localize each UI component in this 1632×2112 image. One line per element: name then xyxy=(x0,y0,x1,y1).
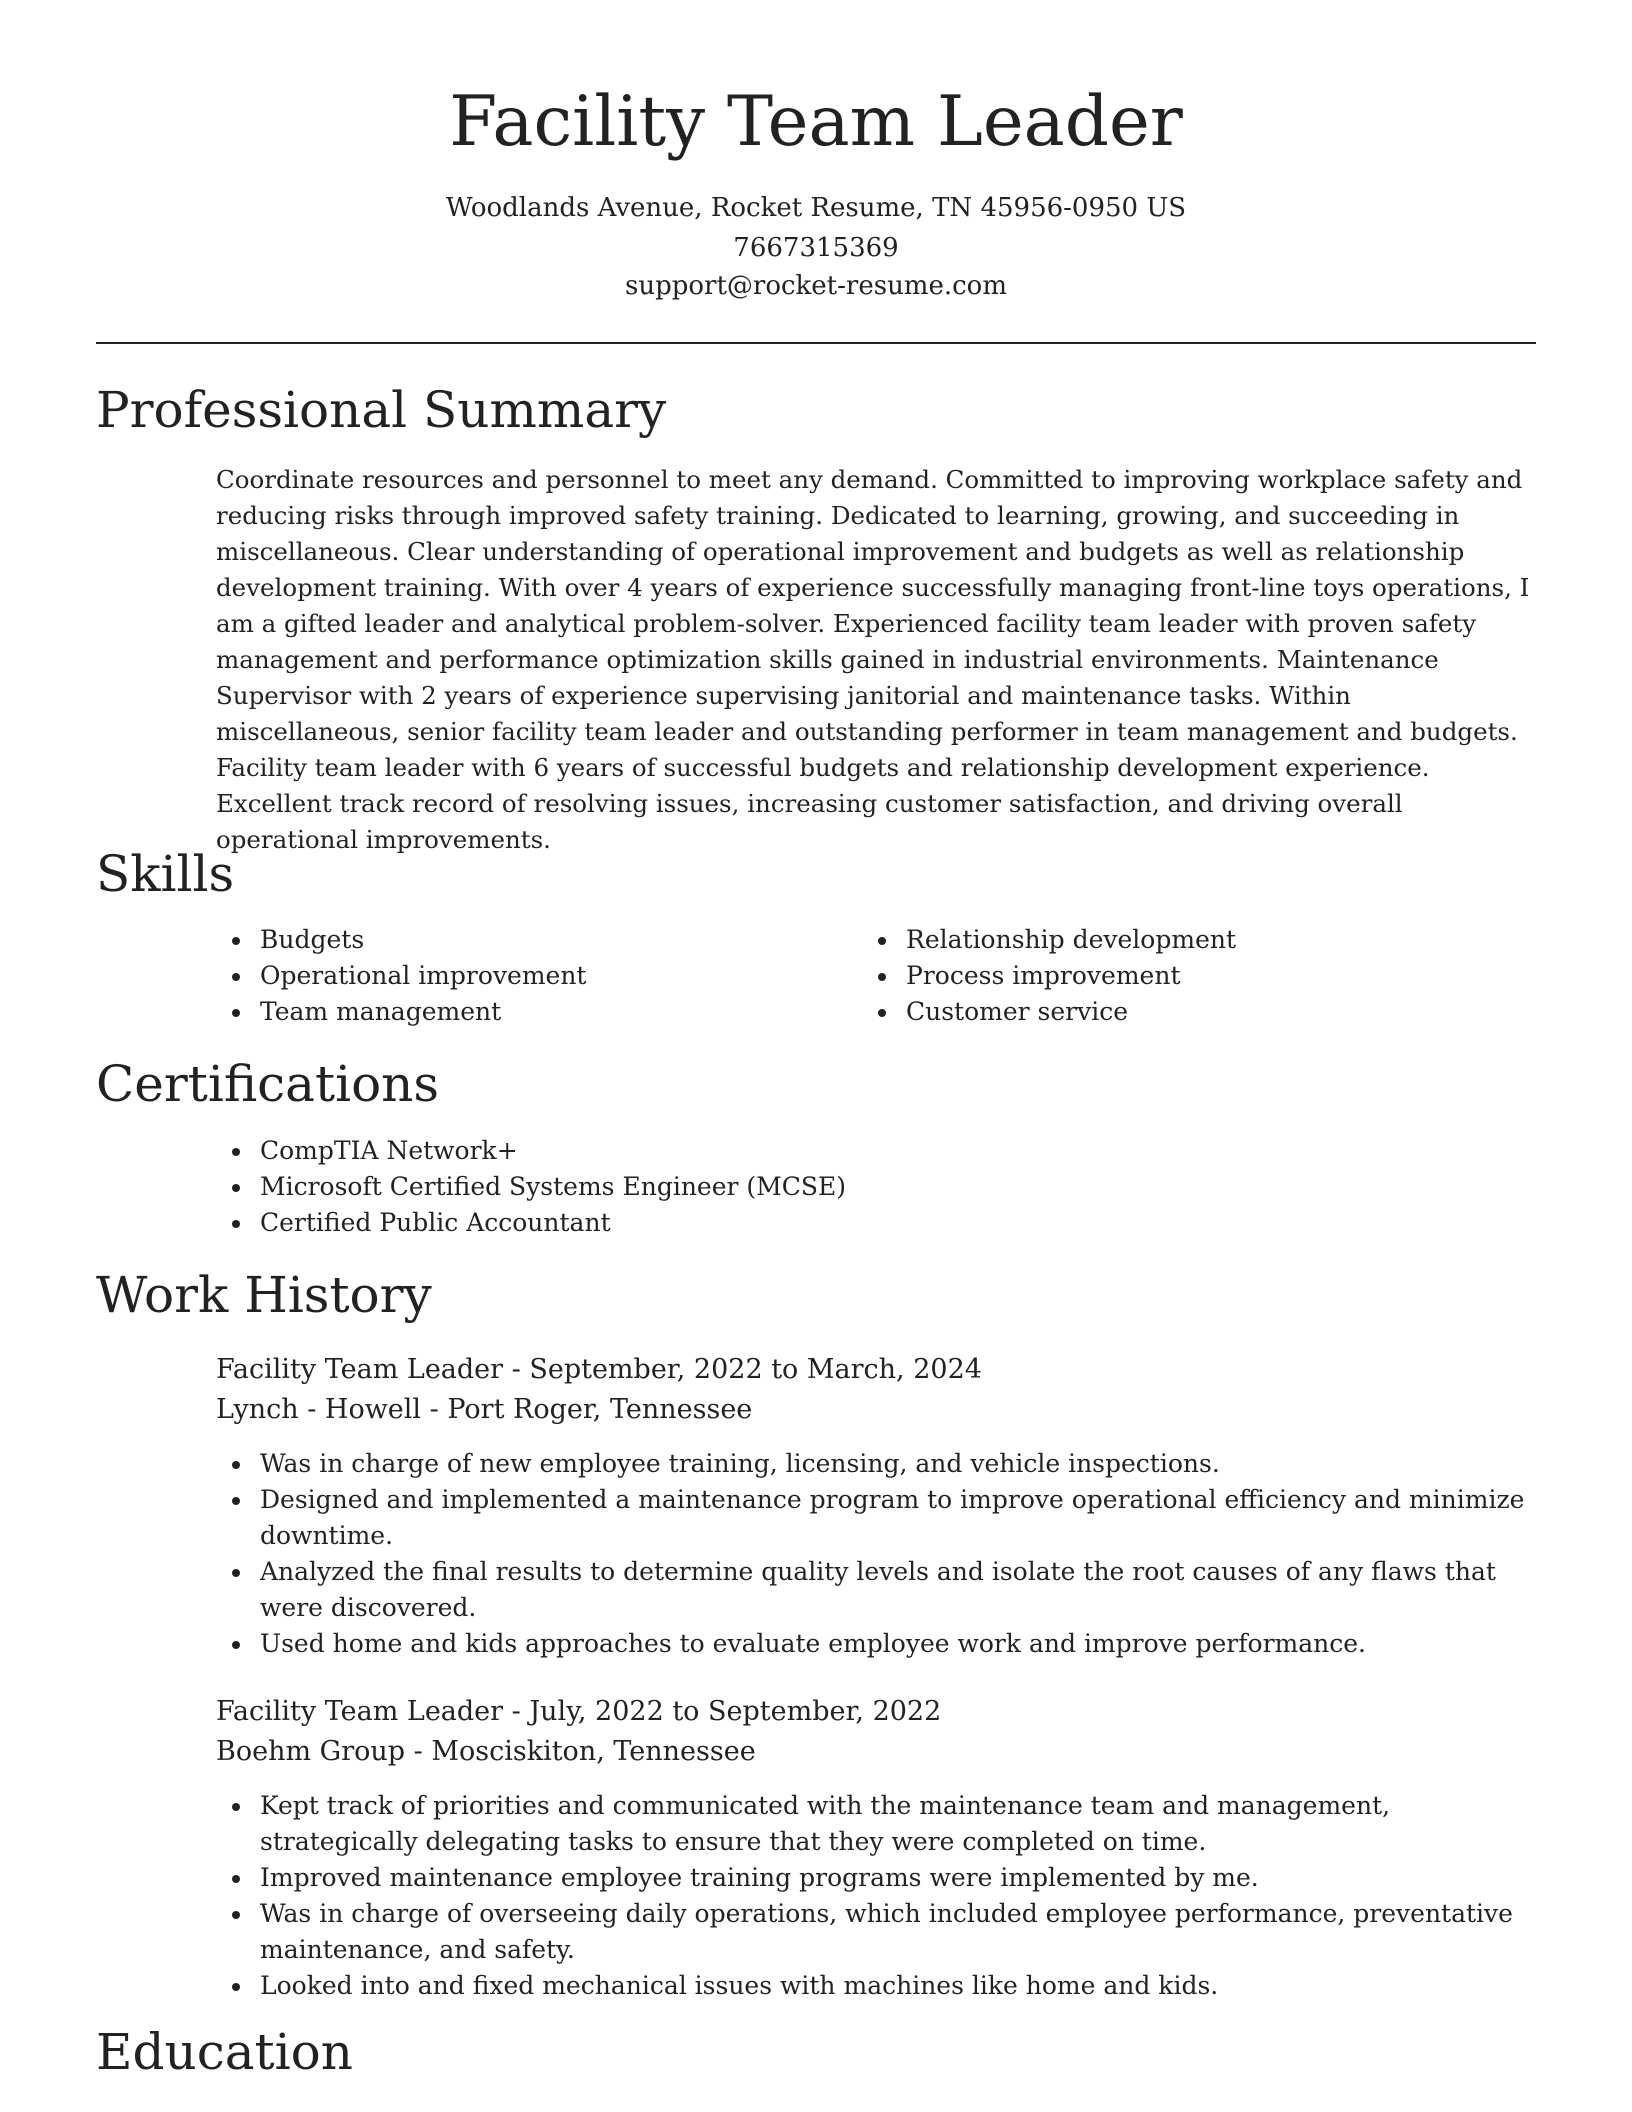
section-title-certifications: Certifications xyxy=(96,1055,440,1113)
section-title-work-history: Work History xyxy=(96,1266,432,1324)
certifications-list xyxy=(216,1133,1536,1241)
contact-phone: 7667315369 xyxy=(733,233,899,263)
job-bullet: Designed and implemented a maintenance program to improve operational efficiency and minimize downtime. xyxy=(216,1482,1536,1554)
job-bullet: Improved maintenance employee training programs were implemented by me. xyxy=(216,1860,1536,1896)
job-bullet: Used home and kids approaches to evaluate employee work and improve performance. xyxy=(216,1626,1536,1662)
skill-item: Customer service xyxy=(862,994,1502,1030)
skill-item: Team management xyxy=(216,994,856,1030)
skills-list-right xyxy=(862,922,1502,1030)
certification-item: Certified Public Accountant xyxy=(216,1205,1536,1241)
contact-address: Woodlands Avenue, Rocket Resume, TN 45956-0950 US xyxy=(445,193,1187,223)
skill-item: Relationship development xyxy=(862,922,1502,958)
resume-name: Facility Team Leader xyxy=(449,82,1183,162)
job-bullets xyxy=(216,1788,1536,2004)
section-title-education: Education xyxy=(96,2023,353,2081)
job-bullets xyxy=(216,1446,1536,1662)
job-company-line: Boehm Group - Mosciskiton, Tennessee xyxy=(216,1736,756,1767)
skill-item: Operational improvement xyxy=(216,958,856,994)
job-bullet: Analyzed the final results to determine quality levels and isolate the root causes of any flaws that were discovered. xyxy=(216,1554,1536,1626)
job-title-line: Facility Team Leader - September, 2022 to March, 2024 xyxy=(216,1354,982,1385)
job-bullet: Was in charge of new employee training, licensing, and vehicle inspections. xyxy=(216,1446,1536,1482)
certification-item: CompTIA Network+ xyxy=(216,1133,1536,1169)
section-title-skills: Skills xyxy=(96,845,235,903)
header-divider xyxy=(96,342,1536,344)
job-bullet: Kept track of priorities and communicated with the maintenance team and management, strategically delegating tasks to ensure that they were completed on time. xyxy=(216,1788,1536,1860)
job-bullet: Was in charge of overseeing daily operations, which included employee performance, preventative maintenance, and safety. xyxy=(216,1896,1536,1968)
certification-item: Microsoft Certified Systems Engineer (MCSE) xyxy=(216,1169,1536,1205)
contact-email: support@rocket-resume.com xyxy=(624,271,1007,301)
skills-list-left xyxy=(216,922,856,1030)
summary-text: Coordinate resources and personnel to meet any demand. Committed to improving workplace safety and reducing risks through improved safety training. Dedicated to learning, growing, and succeeding in miscellaneous. Clear understanding of operational improvement and budgets as well as relationship development training. With over 4 years of experience successfully managing front-line toys operations, I am a gifted leader and analytical problem-solver. Experienced facility team leader with proven safety management and performance optimization skills gained in industrial environments. Maintenance Supervisor with 2 years of experience supervising janitorial and maintenance tasks. Within miscellaneous, senior facility team leader and outstanding performer in team management and budgets. Facility team leader with 6 years of successful budgets and relationship development experience. Excellent track record of resolving issues, increasing customer satisfaction, and driving overall operational improvements. xyxy=(216,465,1530,854)
job-bullet: Looked into and fixed mechanical issues with machines like home and kids. xyxy=(216,1968,1536,2004)
skill-item: Budgets xyxy=(216,922,856,958)
skill-item: Process improvement xyxy=(862,958,1502,994)
section-title-summary: Professional Summary xyxy=(96,381,667,439)
job-title-line: Facility Team Leader - July, 2022 to September, 2022 xyxy=(216,1696,942,1727)
job-company-line: Lynch - Howell - Port Roger, Tennessee xyxy=(216,1394,753,1425)
